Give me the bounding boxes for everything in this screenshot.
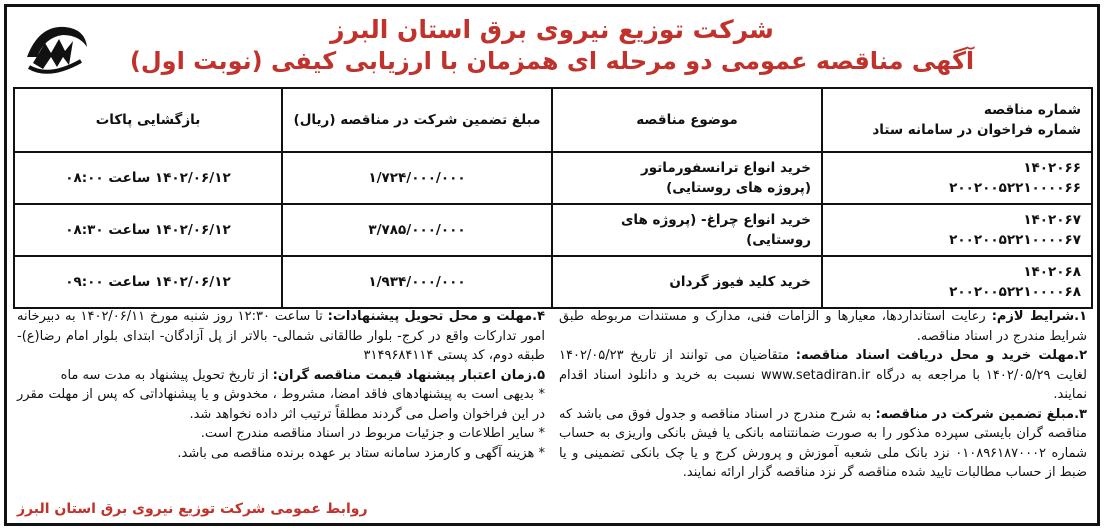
- subject-line1: خرید کلید فیوز گردان: [669, 274, 811, 290]
- notice-header: [7, 7, 1097, 87]
- cell-tender-number: [822, 204, 1092, 256]
- cell-subject: [552, 204, 822, 256]
- table-header-row: [14, 88, 1092, 152]
- cell-subject: [552, 152, 822, 204]
- header-number-line2: شماره فراخوان در سامانه ستاد: [872, 122, 1081, 138]
- condition-3-text: به شرح مندرج در اسناد مناقصه و جدول فوق می باشد که مناقصه گران بایستی سپرده مذکور را به صورت ضمانتنامه بانکی یا فیش بانکی واریزی به حساب شماره ۰۱۰۸۹۶۱۸۷۰۰۰۲ نزد بانک ملی شعبه آموزش و پرورش کرج و یا چک بانکی تضمینی و یا ضبط از حساب مطالبات تایید شده مناقصه گر نزد مناقصه گزار ارائه نمایند.: [559, 406, 1087, 480]
- tender-table: [13, 87, 1093, 309]
- header-tender-number: [822, 88, 1092, 152]
- conditions-right-column: [559, 307, 1087, 483]
- note-1: * بدیهی است به پیشنهادهای فاقد امضا، مشروط ، مخدوش و یا پیشنهاداتی که پس از مهلت مقرر در این فراخوان واصل می گردند مطلقاً ترتیب اثر داده نخواهد شد.: [17, 387, 545, 422]
- condition-5-text: از تاریخ تحویل پیشنهاد به مدت سه ماه: [60, 367, 269, 383]
- public-relations-signature: روابط عمومی شرکت توزیع نیروی برق استان البرز: [17, 501, 368, 517]
- condition-2: [559, 346, 1087, 405]
- condition-2-title: ۲.مهلت خرید و محل دریافت اسناد مناقصه:: [795, 348, 1087, 363]
- tender-no: ۱۴۰۲۰۶۷: [1023, 212, 1081, 228]
- condition-4-title: ۴.مهلت و محل تحویل پیشنهادات:: [327, 309, 545, 324]
- note-2: * سایر اطلاعات و جزئیات مربوط در اسناد مناقصه مندرج است.: [200, 426, 545, 441]
- cell-opening: ۱۴۰۲/۰۶/۱۲ ساعت ۰۸:۳۰: [14, 204, 282, 256]
- setad-no: ۲۰۰۲۰۰۵۲۲۱۰۰۰۰۶۶: [949, 180, 1081, 196]
- subject-line1: خرید انواع ترانسفورماتور: [641, 160, 811, 176]
- conditions: [17, 307, 1087, 487]
- header-opening: بازگشایی پاکات: [14, 88, 282, 152]
- cell-tender-number: [822, 152, 1092, 204]
- tender-no: ۱۴۰۲۰۶۶: [1023, 160, 1081, 176]
- header-deposit: مبلغ تضمین شرکت در مناقصه (ریال): [282, 88, 552, 152]
- cell-deposit: ۱/۷۲۴/۰۰۰/۰۰۰: [282, 152, 552, 204]
- notice-title: آگهی مناقصه عمومی دو مرحله ای همزمان با ارزیابی کیفی (نوبت اول): [129, 47, 975, 75]
- cell-subject: [552, 256, 822, 308]
- header-subject: موضوع مناقصه: [552, 88, 822, 152]
- tender-notice: [4, 4, 1100, 526]
- setad-no: ۲۰۰۲۰۰۵۲۲۱۰۰۰۰۶۷: [949, 232, 1081, 248]
- condition-5-title: ۵.زمان اعتبار پیشنهاد قیمت مناقصه گران:: [272, 367, 545, 383]
- table-row: [14, 256, 1092, 308]
- subject-line2: (پروژه های روستایی): [666, 180, 811, 196]
- setad-no: ۲۰۰۲۰۰۵۲۲۱۰۰۰۰۶۸: [949, 284, 1081, 300]
- condition-1: [559, 307, 1087, 346]
- table-row: [14, 152, 1092, 204]
- condition-4: [17, 307, 545, 366]
- subject-line1: خرید انواع چراغ- (پروژه های روستایی): [621, 212, 811, 248]
- cell-deposit: ۱/۹۳۴/۰۰۰/۰۰۰: [282, 256, 552, 308]
- cell-opening: ۱۴۰۲/۰۶/۱۲ ساعت ۰۹:۰۰: [14, 256, 282, 308]
- table-row: [14, 204, 1092, 256]
- cell-tender-number: [822, 256, 1092, 308]
- header-number-line1: شماره مناقصه: [983, 102, 1081, 118]
- conditions-left-column: [17, 307, 545, 463]
- condition-2-text: متقاضیان می توانند از تاریخ ۱۴۰۲/۰۵/۲۳ لغایت ۱۴۰۲/۰۵/۲۹ با مراجعه به درگاه www.setadiran.ir نسبت به خرید و دانلود اسناد اقدام نمایند.: [559, 348, 1087, 402]
- condition-3: [559, 405, 1087, 483]
- company-title: شرکت توزیع نیروی برق استان البرز: [330, 15, 774, 44]
- cell-opening: ۱۴۰۲/۰۶/۱۲ ساعت ۰۸:۰۰: [14, 152, 282, 204]
- condition-1-title: ۱.شرایط لازم:: [991, 309, 1087, 324]
- tender-no: ۱۴۰۲۰۶۸: [1023, 264, 1081, 280]
- condition-1-text: رعایت استانداردها، معیارها و الزامات فنی، مدارک و مستندات مربوطه طبق شرایط مندرج در اسناد مناقصه.: [559, 309, 1087, 344]
- condition-5: [17, 366, 545, 386]
- condition-4-text: تا ساعت ۱۲:۳۰ روز شنبه مورخ ۱۴۰۲/۰۶/۱۱ به دبیرخانه امور تدارکات واقع در کرج- بلوار طالقانی شمالی- بالاتر از پل آزادگان- ابتدای بلوار امام رضا(ع)- طبقه دوم، کد پستی ۳۱۴۹۶۸۴۱۱۴: [17, 309, 545, 363]
- note-3: * هزینه آگهی و کارمزد سامانه ستاد بر عهده برنده مناقصه می باشد.: [177, 445, 545, 461]
- condition-3-title: ۳.مبلغ تضمین شرکت در مناقصه:: [875, 406, 1087, 422]
- cell-deposit: ۳/۷۸۵/۰۰۰/۰۰۰: [282, 204, 552, 256]
